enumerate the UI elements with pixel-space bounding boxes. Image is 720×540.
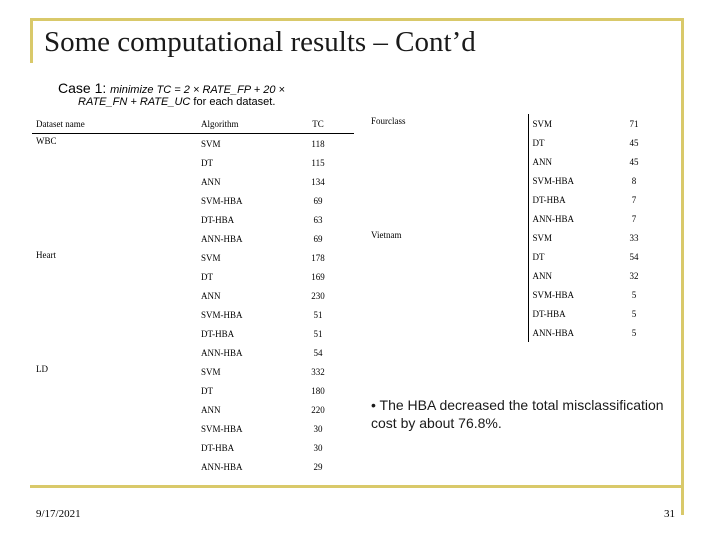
table-row <box>367 228 665 247</box>
algorithm-cell: ANN <box>528 266 603 285</box>
page-number: 31 <box>664 508 675 520</box>
algorithm-cell: SVM-HBA <box>201 423 243 434</box>
slide-title: Some computational results – Cont’d <box>44 26 476 58</box>
algorithm-cell: ANN <box>201 290 221 301</box>
algorithm-cell: SVM <box>528 228 603 247</box>
tc-value-cell: 30 <box>313 423 323 434</box>
algorithm-cell: SVM <box>528 114 603 133</box>
case-formula-line2: RATE_FN + RATE_UC <box>78 96 191 108</box>
results-table-left <box>32 114 354 476</box>
tc-value-cell: 8 <box>631 175 637 186</box>
tc-value-cell: 71 <box>629 118 639 129</box>
dataset-name-cell: Fourclass <box>371 116 406 126</box>
tc-value-cell: 5 <box>631 327 637 338</box>
algorithm-cell: SVM <box>201 138 221 149</box>
dataset-name-cell: LD <box>36 364 48 374</box>
algorithm-cell: SVM-HBA <box>201 309 243 320</box>
tc-value-cell: 118 <box>311 138 325 149</box>
algorithm-cell: DT-HBA <box>201 442 235 453</box>
frame-bottom-line <box>30 485 684 488</box>
tc-value-cell: 69 <box>313 195 323 206</box>
tc-value-cell: 33 <box>629 232 639 243</box>
tc-value-cell: 115 <box>311 157 325 168</box>
algorithm-cell: ANN-HBA <box>201 461 243 472</box>
tc-value-cell: 45 <box>629 156 639 167</box>
tc-value-cell: 63 <box>313 214 323 225</box>
algorithm-cell: ANN <box>201 176 221 187</box>
algorithm-cell: ANN-HBA <box>201 347 243 358</box>
tc-value-cell: 230 <box>311 290 325 301</box>
tc-value-cell: 30 <box>313 442 323 453</box>
case-description <box>58 80 285 96</box>
algorithm-cell: DT <box>201 271 213 282</box>
case-description-line2 <box>78 96 275 108</box>
algorithm-cell: DT <box>528 247 603 266</box>
table-row <box>32 134 354 154</box>
frame-top-line <box>30 18 684 21</box>
tc-value-cell: 69 <box>313 233 323 244</box>
tc-value-cell: 332 <box>311 366 325 377</box>
algorithm-cell: ANN <box>528 152 603 171</box>
tc-value-cell: 134 <box>311 176 325 187</box>
tc-value-cell: 29 <box>313 461 323 472</box>
case-prefix: Case 1: <box>58 80 111 96</box>
frame-left-line <box>30 20 33 63</box>
tc-value-cell: 5 <box>631 289 637 300</box>
tc-value-cell: 7 <box>631 213 637 224</box>
dataset-name-cell: Vietnam <box>371 230 402 240</box>
algorithm-cell: ANN <box>201 404 221 415</box>
dataset-name-cell: WBC <box>36 136 57 146</box>
frame-right-line <box>681 18 684 515</box>
algorithm-cell: SVM-HBA <box>201 195 243 206</box>
algorithm-cell: DT <box>528 133 603 152</box>
algorithm-cell: DT-HBA <box>201 328 235 339</box>
table-row <box>32 248 354 267</box>
tc-value-cell: 178 <box>311 252 325 263</box>
case-formula-line1: minimize TC = 2 × RATE_FP + 20 × <box>110 84 285 96</box>
conclusion-bullet: • The HBA decreased the total misclassification cost by about 76.8%. <box>371 397 664 431</box>
table-row <box>32 362 354 381</box>
algorithm-cell: ANN-HBA <box>528 323 603 342</box>
tc-value-cell: 169 <box>311 271 325 282</box>
footer-date: 9/17/2021 <box>36 508 81 520</box>
header-algorithm: Algorithm <box>197 114 282 134</box>
tc-value-cell: 180 <box>311 385 325 396</box>
tc-value-cell: 51 <box>313 328 323 339</box>
tc-value-cell: 220 <box>311 404 325 415</box>
tc-value-cell: 7 <box>631 194 637 205</box>
algorithm-cell: ANN-HBA <box>528 209 603 228</box>
tc-value-cell: 54 <box>629 251 639 262</box>
algorithm-cell: DT-HBA <box>528 304 603 323</box>
tc-value-cell: 32 <box>629 270 639 281</box>
table-header-row <box>32 114 354 134</box>
results-table-right <box>367 114 665 342</box>
algorithm-cell: DT-HBA <box>528 190 603 209</box>
algorithm-cell: DT-HBA <box>201 214 235 225</box>
tc-value-cell: 5 <box>631 308 637 319</box>
header-tc: TC <box>282 114 354 134</box>
dataset-name-cell: Heart <box>36 250 56 260</box>
case-formula-rest: for each dataset. <box>190 96 276 108</box>
header-dataset: Dataset name <box>32 114 197 134</box>
tc-value-cell: 45 <box>629 137 639 148</box>
algorithm-cell: DT <box>201 385 213 396</box>
tc-value-cell: 51 <box>313 309 323 320</box>
algorithm-cell: DT <box>201 157 213 168</box>
tc-value-cell: 54 <box>313 347 323 358</box>
algorithm-cell: SVM-HBA <box>528 285 603 304</box>
algorithm-cell: SVM <box>201 252 221 263</box>
algorithm-cell: SVM-HBA <box>528 171 603 190</box>
table-row <box>367 114 665 133</box>
algorithm-cell: ANN-HBA <box>201 233 243 244</box>
algorithm-cell: SVM <box>201 366 221 377</box>
